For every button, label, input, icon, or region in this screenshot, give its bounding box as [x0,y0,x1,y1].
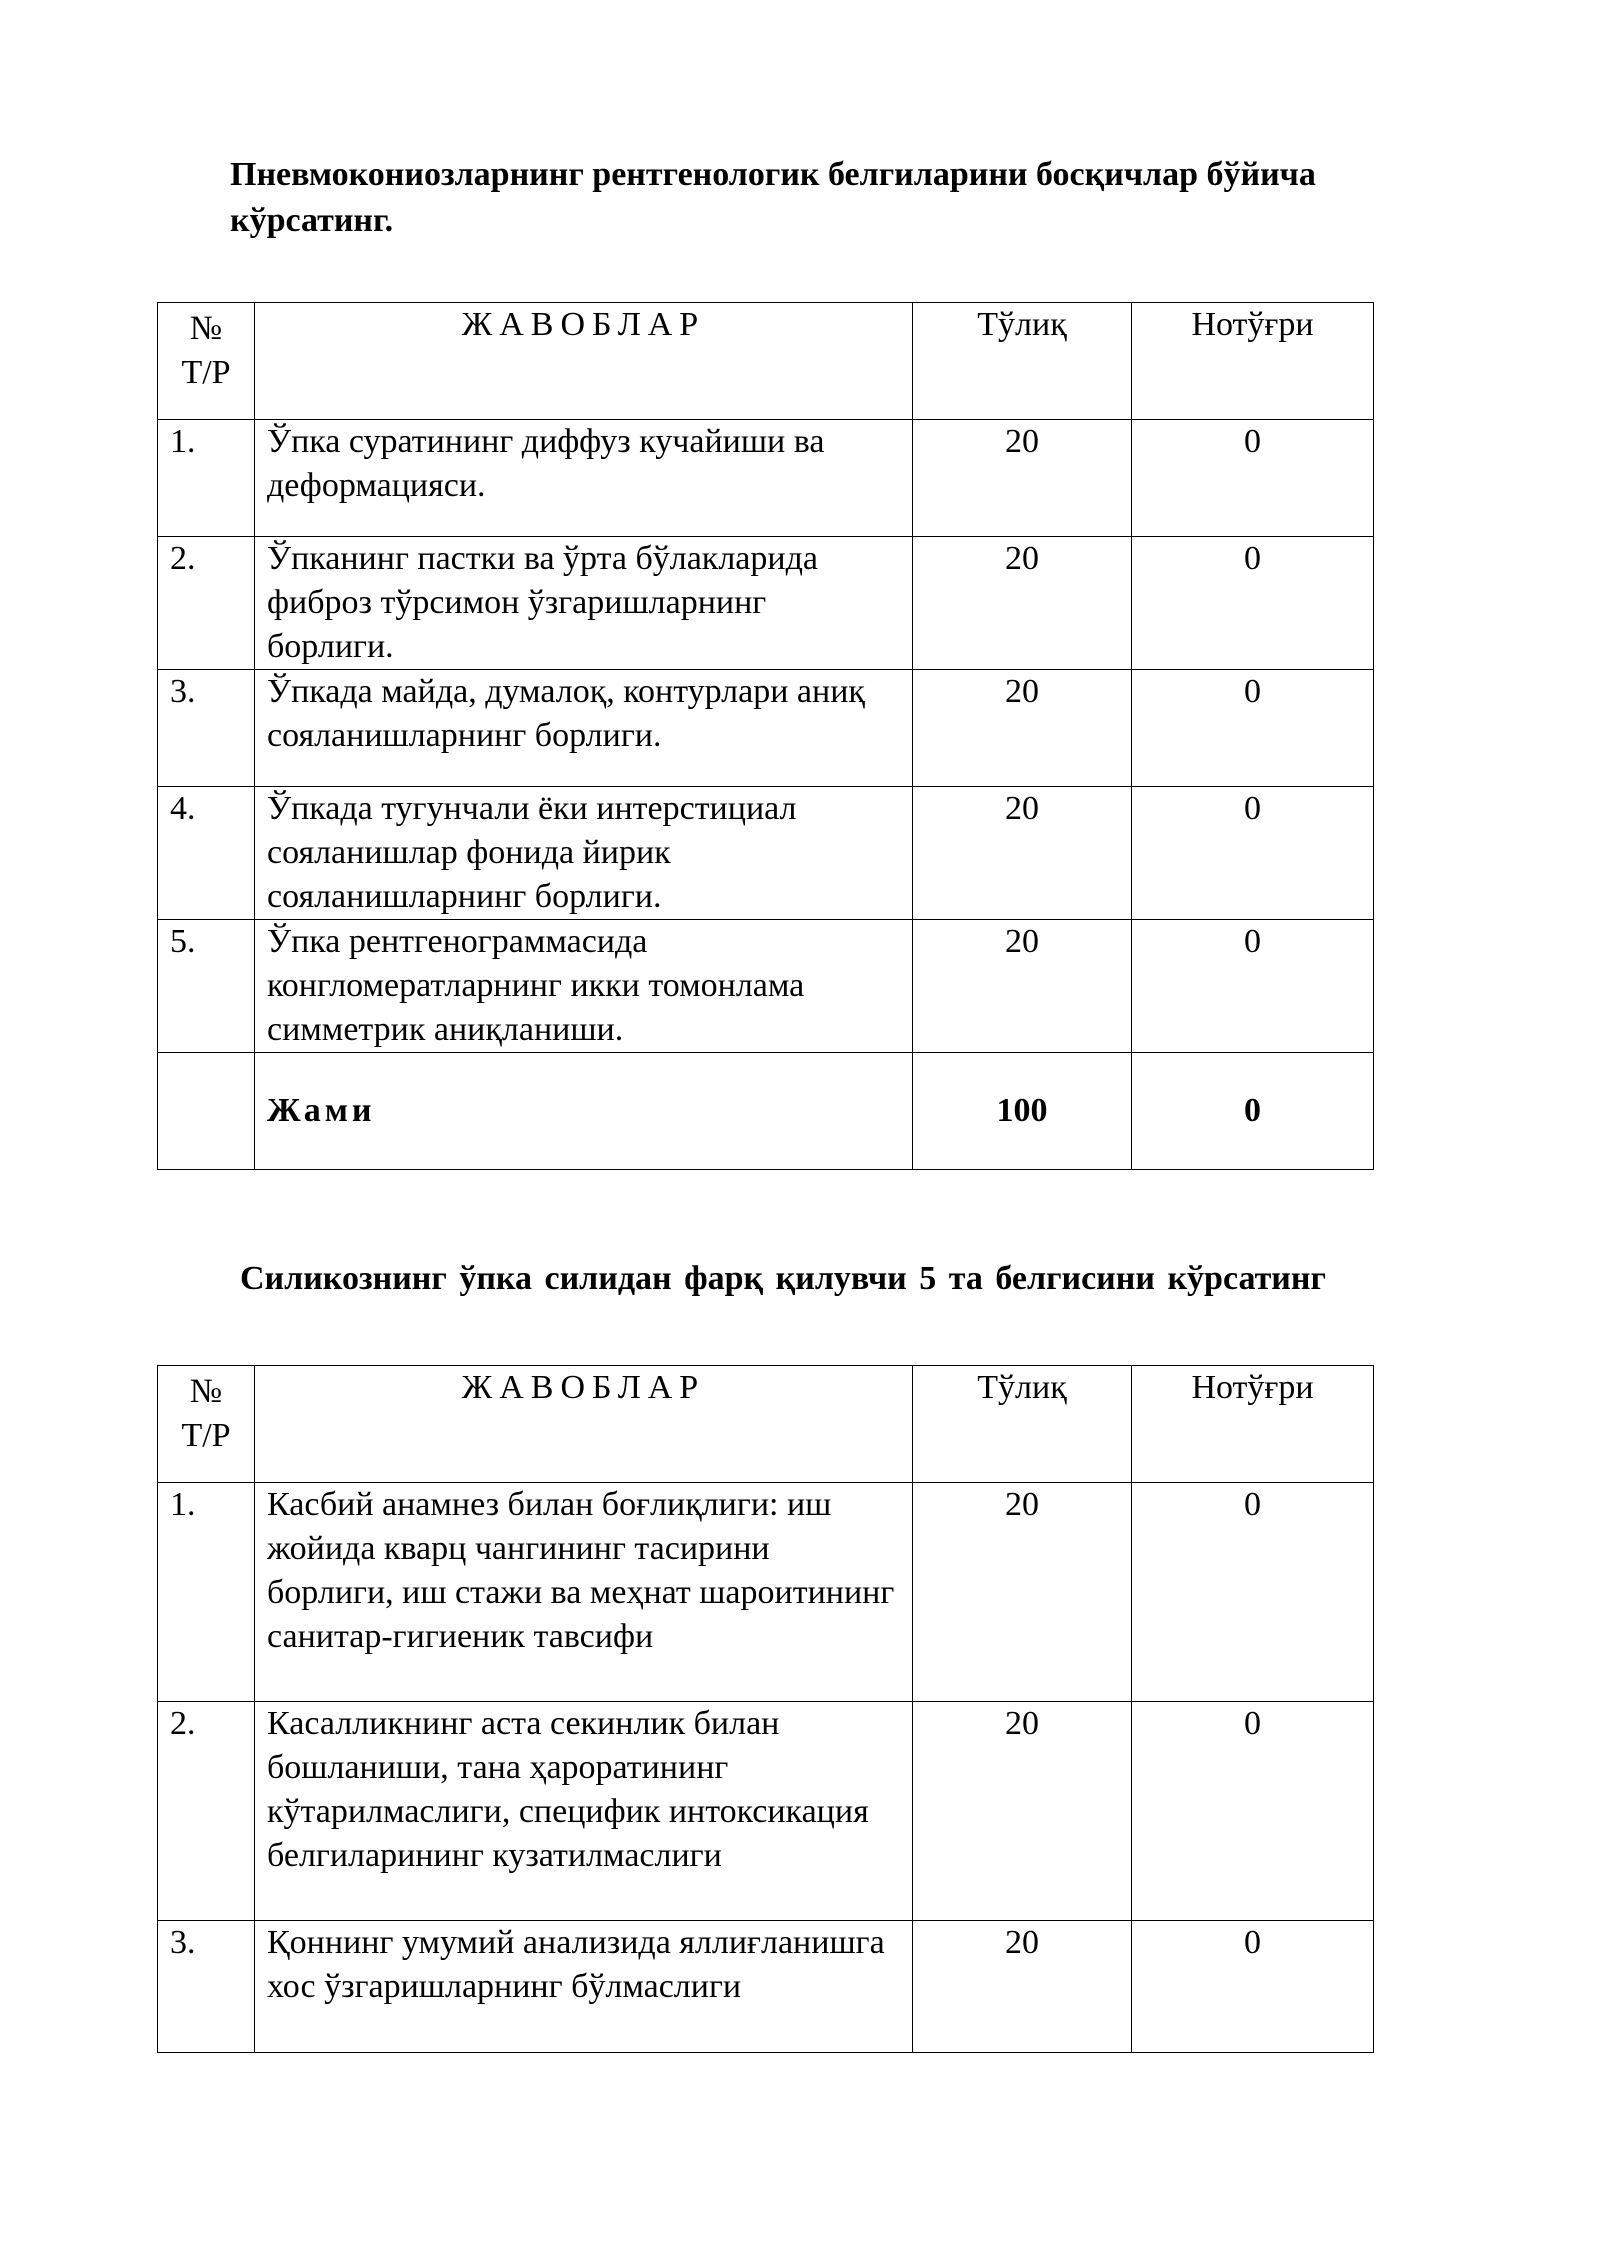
header-wrong: Нотўғри [1132,303,1374,420]
table-row [158,1702,1374,1921]
header-number [158,303,255,420]
row-number: 1. [158,1483,255,1702]
row-number: 1. [158,420,255,537]
table-header-row [158,303,1374,420]
total-wrong-score: 0 [1132,1053,1374,1170]
section1-answers-table [157,302,1374,1170]
row-number: 4. [158,787,255,920]
row-answer-text: Ўпка суратининг диффуз кучайиши ва деформацияси. [255,420,913,537]
row-wrong-score: 0 [1132,1483,1374,1702]
row-answer-text: Қоннинг умумий анализида яллиғланишга хос ўзгаришларнинг бўлмаслиги [255,1921,913,2053]
section1-title-line1: Пневмокониозларнинг рентгенологик белгиларини босқичлар бўйича [230,156,1316,193]
row-wrong-score: 0 [1132,537,1374,670]
header-answers: ЖАВОБЛАР [255,303,913,420]
row-full-score: 20 [913,1702,1132,1921]
total-number-cell [158,1053,255,1170]
row-full-score: 20 [913,537,1132,670]
table-row [158,420,1374,537]
row-wrong-score: 0 [1132,1921,1374,2053]
header-number-abbrev: Т/Р [181,354,231,391]
row-full-score: 20 [913,920,1132,1053]
table-row [158,1483,1374,1702]
row-wrong-score: 0 [1132,1702,1374,1921]
row-wrong-score: 0 [1132,420,1374,537]
row-number: 2. [158,1702,255,1921]
section1-title-line2: кўрсатинг. [230,202,394,239]
row-number: 3. [158,670,255,787]
table-header-row [158,1366,1374,1483]
row-wrong-score: 0 [1132,787,1374,920]
header-wrong: Нотўғри [1132,1366,1374,1483]
header-full: Тўлиқ [913,303,1132,420]
row-full-score: 20 [913,787,1132,920]
row-wrong-score: 0 [1132,920,1374,1053]
section2-title: Силикознинг ўпка силидан фарқ қилувчи 5 та белгисини кўрсатинг [240,1260,1326,1297]
row-answer-text: Касалликнинг аста секинлик билан бошланиши, тана ҳароратининг кўтарилмаслиги, специфик интоксикация белгиларининг кузатилмаслиги [255,1702,913,1921]
row-answer-text: Ўпкада майда, думалоқ, контурлари аниқ сояланишларнинг борлиги. [255,670,913,787]
row-number: 3. [158,1921,255,2053]
header-number-symbol: № [189,1373,223,1410]
row-answer-text: Касбий анамнез билан боғлиқлиги: иш жойида кварц чангининг тасирини борлиги, иш стажи ва меҳнат шароитининг санитар-гигиеник тавсифи [255,1483,913,1702]
table-row [158,670,1374,787]
section2-answers-table [157,1365,1374,2053]
row-wrong-score: 0 [1132,670,1374,787]
total-full-score: 100 [913,1053,1132,1170]
row-number: 5. [158,920,255,1053]
row-full-score: 20 [913,1483,1132,1702]
header-number-symbol: № [189,310,223,347]
row-answer-text: Ўпканинг пастки ва ўрта бўлакларида фиброз тўрсимон ўзгаришларнинг борлиги. [255,537,913,670]
header-number [158,1366,255,1483]
table-row [158,787,1374,920]
row-full-score: 20 [913,420,1132,537]
header-number-abbrev: Т/Р [181,1417,231,1454]
header-full: Тўлиқ [913,1366,1132,1483]
row-full-score: 20 [913,670,1132,787]
table-row [158,1921,1374,2053]
row-answer-text: Ўпкада тугунчали ёки интерстициал сояланишлар фонида йирик сояланишларнинг борлиги. [255,787,913,920]
table-row [158,537,1374,670]
row-number: 2. [158,537,255,670]
row-full-score: 20 [913,1921,1132,2053]
row-answer-text: Ўпка рентгенограммасида конгломератларнинг икки томонлама симметрик аниқланиши. [255,920,913,1053]
total-label: Жами [255,1053,913,1170]
header-answers: ЖАВОБЛАР [255,1366,913,1483]
table-row [158,920,1374,1053]
section1-title [230,152,1490,244]
total-row [158,1053,1374,1170]
